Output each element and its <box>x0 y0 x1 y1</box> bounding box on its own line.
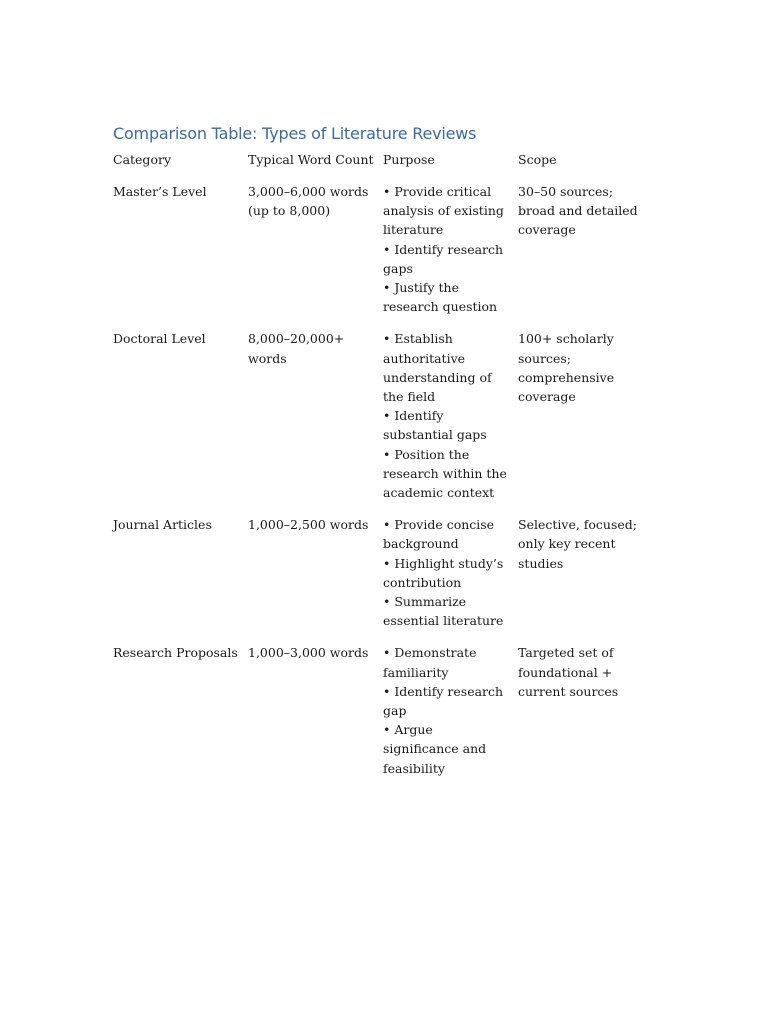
purpose-bullet: • Justify the research question <box>383 280 498 315</box>
header-word-count: Typical Word Count <box>248 152 374 167</box>
word-count-cell: 8,000–20,000+ words <box>248 331 345 366</box>
category-cell: Master’s Level <box>113 184 207 199</box>
purpose-bullet: • Establish authoritative understanding of the field <box>383 331 492 405</box>
table-header-row <box>113 150 653 182</box>
purpose-bullet: • Demonstrate familiarity <box>383 645 477 680</box>
purpose-bullet: • Identify substantial gaps <box>383 408 487 443</box>
scope-cell: 30–50 sources; broad and detailed coverage <box>518 184 638 238</box>
header-category: Category <box>113 152 172 167</box>
scope-cell: 100+ scholarly sources; comprehensive coverage <box>518 331 615 405</box>
word-count-cell: 1,000–3,000 words <box>248 645 369 661</box>
header-scope: Scope <box>518 152 557 167</box>
purpose-cell <box>383 329 518 502</box>
purpose-bullet: • Identify research gap <box>383 683 504 719</box>
category-cell: Research Proposals <box>113 645 238 661</box>
word-count-cell: 1,000–2,500 words <box>248 517 369 533</box>
purpose-bullet: • Position the research within the academic context <box>383 446 507 501</box>
category-cell: Doctoral Level <box>113 331 206 347</box>
purpose-cell <box>383 643 518 777</box>
page-title: Comparison Table: Types of Literature Reviews <box>113 124 477 143</box>
scope-cell: Selective, focused; only key recent studies <box>518 517 638 571</box>
table-row <box>113 182 653 316</box>
purpose-cell <box>383 515 518 630</box>
category-cell: Journal Articles <box>113 517 212 533</box>
header-purpose: Purpose <box>383 152 435 167</box>
purpose-bullet: • Summarize essential literature <box>383 594 504 629</box>
comparison-table <box>113 150 653 778</box>
purpose-bullet: • Argue significance and feasibility <box>383 722 487 776</box>
table-row <box>113 329 653 502</box>
purpose-bullet: • Provide critical analysis of existing literature <box>383 184 504 238</box>
scope-cell: Targeted set of foundational + current sources <box>518 645 619 699</box>
purpose-bullet: • Highlight study’s contribution <box>383 555 504 590</box>
word-count-cell: 3,000–6,000 words (up to 8,000) <box>248 184 369 219</box>
table-row <box>113 515 653 630</box>
table-row <box>113 643 653 777</box>
purpose-cell <box>383 182 518 316</box>
purpose-bullet: • Identify research gaps <box>383 241 504 276</box>
purpose-bullet: • Provide concise background <box>383 517 495 552</box>
